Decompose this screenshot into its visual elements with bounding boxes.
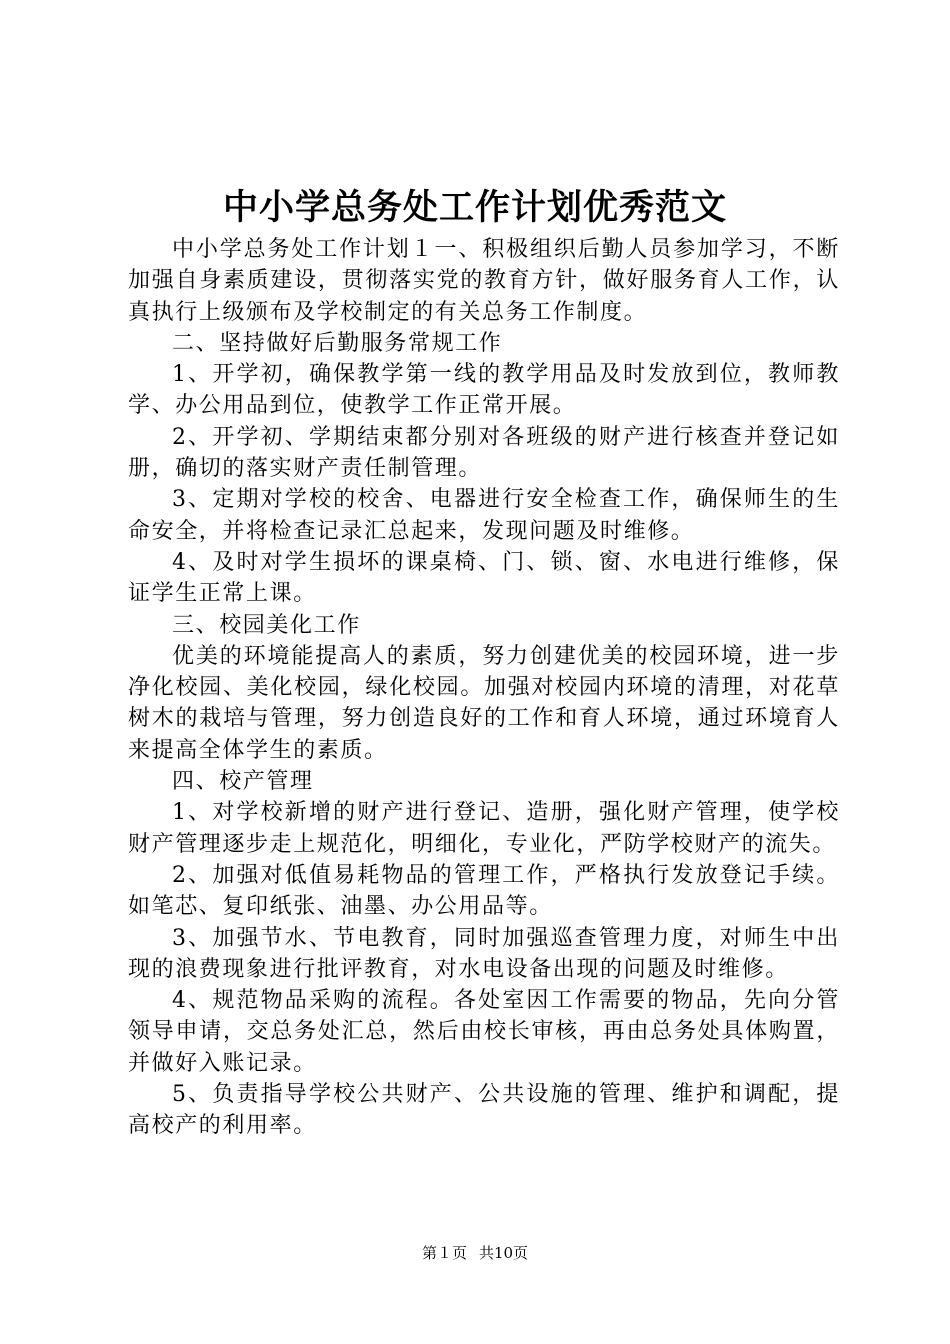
section-heading: 三、校园美化工作: [172, 612, 361, 638]
paragraph: 1、开学初，确保教学第一线的教学用品及时发放到位，教师教学、办公用品到位，使教学工作正常开展。: [128, 362, 840, 419]
paragraph: 2、开学初、学期结束都分别对各班级的财产进行核查并登记如册，确切的落实财产责任制管理。: [128, 424, 840, 482]
paragraph: 2、加强对低值易耗物品的管理工作，严格执行发放登记手续。如笔芯、复印纸张、油墨、办公用品等。: [128, 862, 840, 920]
paragraph: 1、对学校新增的财产进行登记、造册，强化财产管理，使学校财产管理逐步走上规范化，明细化，专业化，严防学校财产的流失。: [128, 800, 840, 857]
page-footer: [0, 1243, 950, 1263]
paragraph: 中小学总务处工作计划１一、积极组织后勤人员参加学习，不断加强自身素质建设，贯彻落实党的教育方针，做好服务育人工作，认真执行上级颁布及学校制定的有关总务工作制度。: [128, 237, 840, 325]
section-heading: 二、坚持做好后勤服务常规工作: [172, 330, 503, 356]
paragraph: 3、定期对学校的校舍、电器进行安全检查工作，确保师生的生命安全，并将检查记录汇总起来，发现问题及时维修。: [128, 487, 840, 544]
document-title: 中小学总务处工作计划优秀范文: [222, 188, 727, 228]
section-heading: 四、校产管理: [172, 769, 314, 795]
page-total: 共10页: [478, 1244, 529, 1262]
paragraph: 优美的环境能提高人的素质，努力创建优美的校园环境，进一步净化校园、美化校园，绿化校园。加强对校园内环境的清理，对花草树木的栽培与管理，努力创造良好的工作和育人环境，通过环境育人来提高全体学生的素质。: [128, 643, 840, 763]
paragraph: 4、规范物品采购的流程。各处室因工作需要的物品，先向分管领导申请，交总务处汇总，然后由校长审核，再由总务处具体购置，并做好入账记录。: [128, 988, 840, 1076]
document-body: [128, 234, 840, 1142]
paragraph: 3、加强节水、节电教育，同时加强巡查管理力度，对师生中出现的浪费现象进行批评教育，对水电设备出现的问题及时维修。: [128, 925, 840, 982]
paragraph: 5、负责指导学校公共财产、公共设施的管理、维护和调配，提高校产的利用率。: [128, 1082, 840, 1139]
paragraph: 4、及时对学生损坏的课桌椅、门、锁、窗、水电进行维修，保证学生正常上课。: [128, 549, 840, 607]
page-number: 第１页: [421, 1244, 467, 1262]
